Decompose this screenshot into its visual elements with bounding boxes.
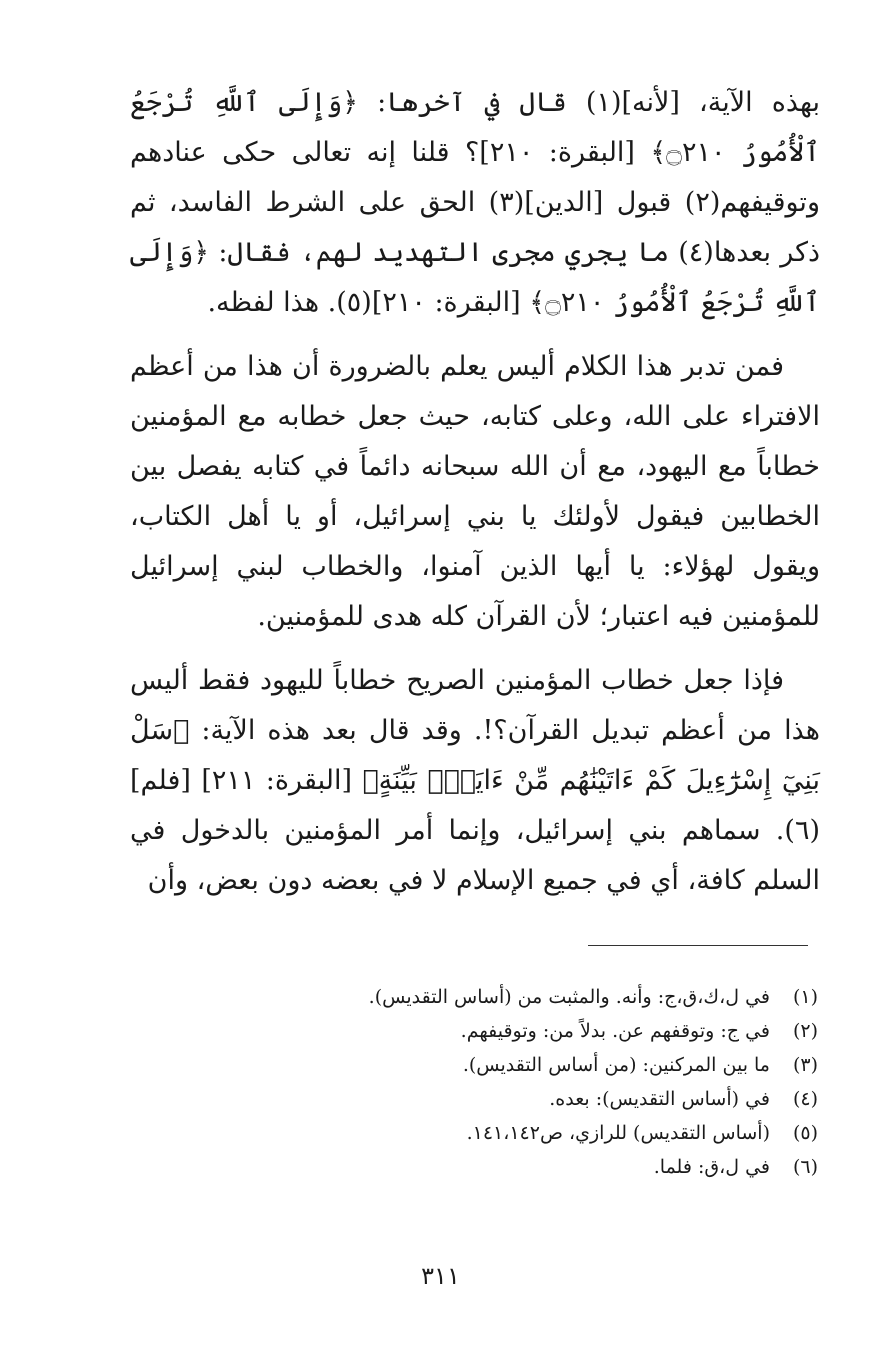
page-number: ٣١١ <box>421 1262 460 1290</box>
footnote-item <box>130 1116 818 1150</box>
footnote-number: (٥) <box>792 1122 818 1144</box>
footnote-item <box>130 980 818 1014</box>
paragraph-1: بهذه الآية، [لأنه](١) قال في آخرها: ﴿وَإِلَى ٱللَّهِ تُرْجَعُ ٱلْأُمُورُ ۝٢١٠﴾ [البقرة: ٢١٠]؟ قلنا إنه تعالى حكى عنادهم وتوقيفهم(٢) قبول [الدين](٣) الحق على الشرط الفاسد، ثم ذكر بعدها(٤) ما يجري مجرى التهديد لهم، فقال: ﴿وَإِلَى ٱللَّهِ تُرْجَعُ ٱلْأُمُورُ ۝٢١٠﴾ [البقرة: ٢١٠](٥). هذا لفظه. <box>130 87 820 318</box>
footnote-number: (٤) <box>792 1088 818 1110</box>
footnotes-list <box>130 980 818 1184</box>
footnote-text: في ل،ك،ق،ج: وأنه. والمثبت من (أساس التقديس). <box>368 986 770 1008</box>
footnote-number: (٢) <box>792 1020 818 1042</box>
footnote-text: (أساس التقديس) للرازي، ص١٤١،١٤٢. <box>466 1122 770 1144</box>
footnote-separator <box>588 945 808 946</box>
footnote-text: في ل،ق: فلما. <box>653 1156 770 1178</box>
footnote-text: ما بين المركنين: (من أساس التقديس). <box>462 1054 770 1076</box>
footnote-number: (١) <box>792 986 818 1008</box>
footnote-item <box>130 1048 818 1082</box>
footnote-item <box>130 1082 818 1116</box>
footnote-text: في ج: وتوقفهم عن. بدلاً من: وتوقيفهم. <box>460 1020 770 1042</box>
footnote-number: (٣) <box>792 1054 818 1076</box>
footnote-item <box>130 1150 818 1184</box>
footnote-number: (٦) <box>792 1156 818 1178</box>
footnote-item <box>130 1014 818 1048</box>
main-text <box>130 78 820 906</box>
paragraph-3: فإذا جعل خطاب المؤمنين الصريح خطاباً لليهود فقط أليس هذا من أعظم تبديل القرآن؟!. وقد قال بعد هذه الآية: ﴿سَلْ بَنِيٓ إِسْرَٰٓءِيلَ كَمْ ءَاتَيْنَٰهُم مِّنْ ءَايَةٍۭ بَيِّنَةٍ﴾ [البقرة: ٢١١] [فلم](٦). سماهم بني إسرائيل، وإنما أمر المؤمنين بالدخول في السلم كافة، أي في جميع الإسلام لا في بعضه دون بعض، وأن <box>130 665 820 896</box>
paragraph-2: فمن تدبر هذا الكلام أليس يعلم بالضرورة أن هذا من أعظم الافتراء على الله، وعلى كتابه، حيث جعل خطابه مع المؤمنين خطاباً مع اليهود، مع أن الله سبحانه دائماً في كتابه يفصل بين الخطابين فيقول لأولئك يا بني إسرائيل، أو يا أهل الكتاب، ويقول لهؤلاء: يا أيها الذين آمنوا، والخطاب لبني إسرائيل للمؤمنين فيه اعتبار؛ لأن القرآن كله هدى للمؤمنين. <box>130 351 820 632</box>
footnote-text: في (أساس التقديس): بعده. <box>549 1088 770 1110</box>
